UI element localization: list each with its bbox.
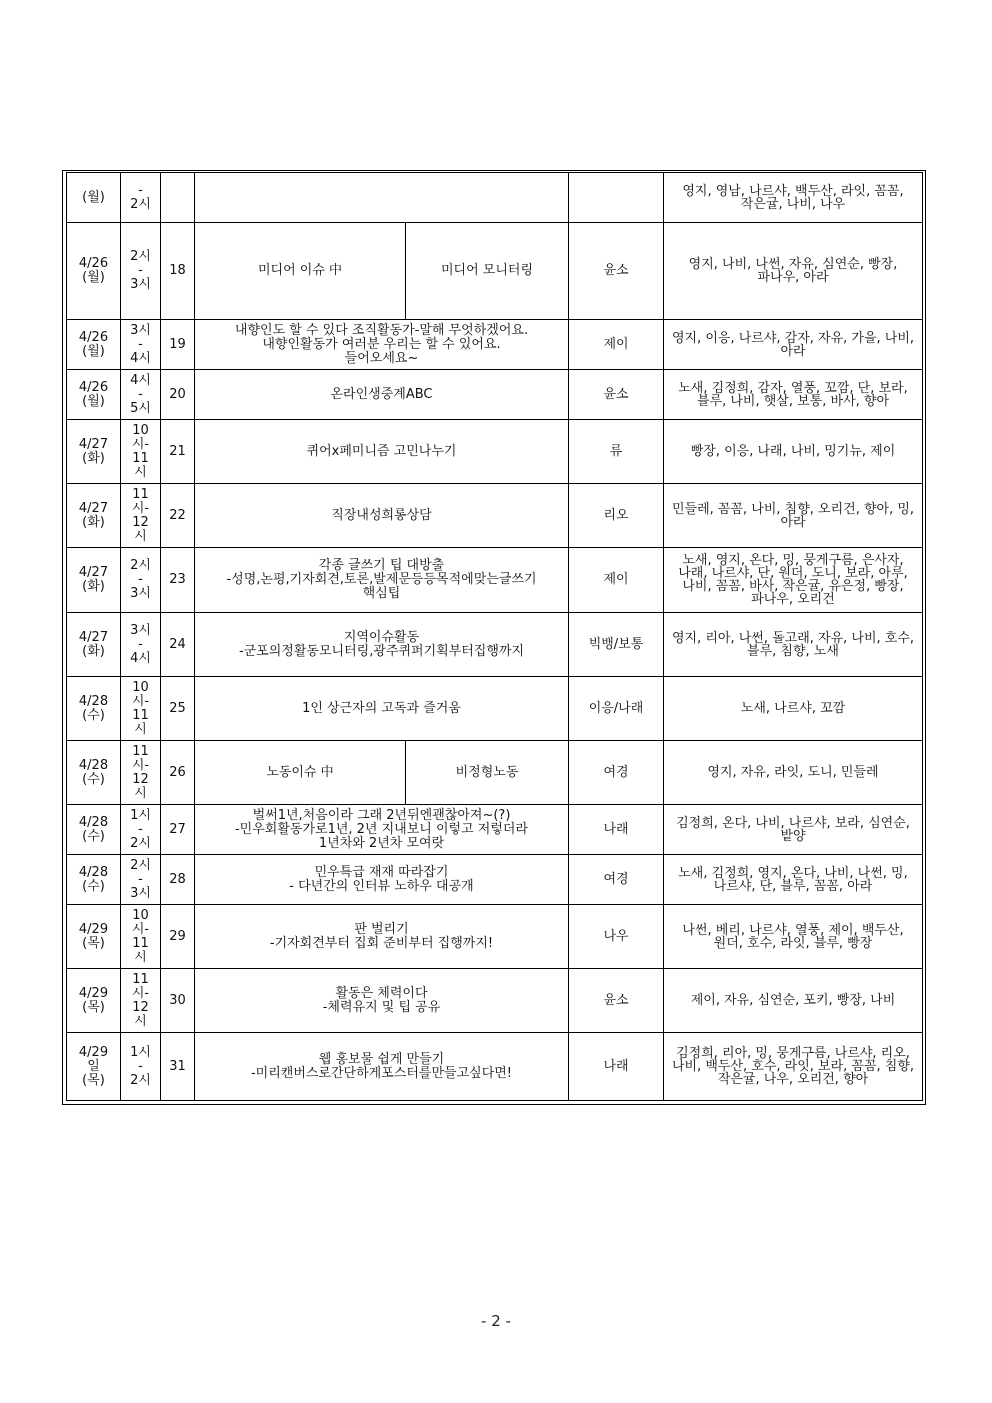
topic-cell [195, 370, 569, 420]
cell-line: 미디어 이슈 中 [257, 263, 343, 278]
cell-line: 시 [134, 464, 147, 480]
date-cell [67, 905, 121, 969]
cell-line: 1시 [130, 1044, 151, 1060]
session-number-cell: 19 [161, 320, 195, 370]
cell-line: 1인 상근자의 고독과 즐거움 [302, 700, 461, 716]
participants-cell: 노새, 김정희, 영지, 온다, 나비, 나썬, 밍, 나르샤, 단, 블루, 꼼꼼, 아라 [664, 855, 923, 905]
time-cell [121, 420, 161, 484]
cell-line: 웹 홍보물 쉽게 만들기 [318, 1051, 445, 1067]
cell-line: 4/29 [78, 985, 109, 1001]
presenter-cell: 윤소 [569, 370, 664, 420]
cell-line: 시- [131, 757, 150, 773]
cell-line: 4/26 [78, 256, 109, 271]
participants-cell: 노새, 영지, 온다, 밍, 뭉게구름, 은사자, 나래, 나르샤, 단, 원더, 도니, 보라, 아루, 나비, 꼼꼼, 바사, 작은귤, 유은정, 빵장, 파나우, 오리건 [664, 548, 923, 613]
cell-line: (수) [82, 828, 105, 844]
cell-line: 판 벌리기 [354, 921, 409, 937]
topic-cell [195, 613, 569, 677]
session-number-cell: 30 [161, 969, 195, 1033]
table-row [67, 223, 923, 320]
session-number-cell: 24 [161, 613, 195, 677]
date-cell [67, 613, 121, 677]
topic-cell [195, 805, 569, 855]
cell-line: 10 [132, 679, 149, 695]
cell-line: 11 [132, 707, 149, 723]
session-number-cell: 18 [161, 223, 195, 320]
presenter-cell: 나래 [569, 1033, 664, 1101]
table-row [67, 484, 923, 548]
time-cell [121, 1033, 161, 1101]
topic-cell [195, 420, 569, 484]
table-row [67, 548, 923, 613]
cell-line: 시- [131, 693, 150, 709]
cell-line: - [138, 263, 143, 278]
presenter-cell: 류 [569, 420, 664, 484]
session-number-cell: 31 [161, 1033, 195, 1101]
presenter-cell: 리오 [569, 484, 664, 548]
table-row [67, 613, 923, 677]
cell-line: -민우회활동가로1년, 2년 지내보니 이렇고 저렇더라 [234, 821, 529, 837]
time-cell [121, 613, 161, 677]
table-row [67, 741, 923, 805]
session-number-cell: 23 [161, 548, 195, 613]
session-number-cell: 28 [161, 855, 195, 905]
date-cell [67, 484, 121, 548]
presenter-cell: 여경 [569, 855, 664, 905]
date-cell [67, 223, 121, 320]
cell-line: (화) [82, 579, 105, 594]
time-cell [121, 969, 161, 1033]
time-cell [121, 370, 161, 420]
cell-line: 시- [131, 500, 150, 516]
cell-line: (월) [82, 343, 105, 359]
cell-line: 2시 [130, 558, 151, 573]
date-cell [67, 855, 121, 905]
topic-cell [195, 484, 569, 548]
cell-line: 11 [132, 450, 149, 466]
table-row [67, 905, 923, 969]
cell-line: 시 [134, 1013, 147, 1029]
time-cell [121, 173, 161, 223]
presenter-cell [569, 173, 664, 223]
participants-cell: 영지, 리아, 나썬, 돌고래, 자유, 나비, 호수, 블루, 침향, 노새 [664, 613, 923, 677]
session-number-cell: 21 [161, 420, 195, 484]
cell-line: 4/28 [78, 757, 109, 773]
cell-line: 4/29 [78, 1044, 109, 1060]
cell-line: -미리캔버스로간단하게포스터를만들고싶다면! [250, 1065, 513, 1081]
date-cell [67, 969, 121, 1033]
cell-line: 4/28 [78, 693, 109, 709]
topic-sub-cell: 비정형노동 [406, 741, 569, 805]
cell-line: 5시 [130, 400, 151, 416]
presenter-cell: 윤소 [569, 969, 664, 1033]
cell-line: - [138, 821, 143, 837]
table-row [67, 969, 923, 1033]
cell-line: 12 [132, 514, 149, 530]
cell-line: (목) [82, 999, 105, 1015]
cell-line: 1시 [130, 807, 151, 823]
participants-cell: 영지, 영남, 나르샤, 백두산, 라잇, 꼼꼼, 작은귤, 나비, 나우 [664, 173, 923, 223]
participants-cell: 노새, 김정희, 감자, 열풍, 꼬깜, 단, 보라, 블루, 나비, 햇살, 보통, 바사, 향아 [664, 370, 923, 420]
time-cell [121, 484, 161, 548]
session-number-cell: 27 [161, 805, 195, 855]
session-number-cell: 29 [161, 905, 195, 969]
date-cell [67, 741, 121, 805]
cell-line: (화) [82, 514, 105, 530]
topic-cell [195, 905, 569, 969]
presenter-cell: 여경 [569, 741, 664, 805]
presenter-cell: 빅뱅/보통 [569, 613, 664, 677]
cell-line: 2시 [130, 835, 151, 851]
cell-line: 4시 [130, 650, 151, 666]
cell-line: 4/27 [78, 565, 109, 580]
cell-line: 민우특급 재재 따라잡기 [314, 864, 449, 880]
cell-line: 활동은 체력이다 [335, 985, 428, 1001]
presenter-cell: 제이 [569, 320, 664, 370]
cell-line: - [138, 182, 143, 198]
schedule-table [66, 172, 923, 1101]
cell-line: 12 [132, 999, 149, 1015]
cell-line: 3시 [130, 622, 151, 638]
cell-line: (화) [82, 643, 105, 659]
cell-line: 11 [132, 743, 149, 759]
session-number-cell: 22 [161, 484, 195, 548]
date-cell [67, 370, 121, 420]
cell-line: 지역이슈활동 [343, 629, 420, 645]
cell-line: 벌써1년,처음이라 그래 2년뒤엔괜찮아져~(?) [252, 807, 511, 823]
cell-line: 4시 [130, 350, 151, 366]
participants-cell: 영지, 나비, 나썬, 자유, 심연순, 빵장, 파나우, 아라 [664, 223, 923, 320]
cell-line: - 다년간의 인터뷰 노하우 대공개 [289, 878, 474, 894]
participants-cell: 제이, 자유, 심연순, 포키, 빵장, 나비 [664, 969, 923, 1033]
cell-line: 내향인도 할 수 있다 조직활동가-말해 무엇하겠어요. [234, 322, 529, 338]
cell-line: 3시 [130, 322, 151, 338]
participants-cell: 김정희, 리아, 밍, 뭉게구름, 나르샤, 리오, 나비, 백두산, 호수, 라잇, 보라, 꼼꼼, 침향, 작은귤, 나우, 오리건, 향아 [664, 1033, 923, 1101]
cell-line: 시 [134, 785, 147, 801]
date-cell [67, 548, 121, 613]
cell-line: 시- [131, 921, 150, 937]
cell-line: 노동이슈 中 [266, 764, 334, 780]
cell-line: 2시 [130, 1072, 151, 1088]
participants-cell: 영지, 이응, 나르샤, 감자, 자유, 가을, 나비, 아라 [664, 320, 923, 370]
cell-line: -군포의정활동모니터링,광주퀴퍼기획부터집행까지 [238, 643, 525, 659]
presenter-cell: 제이 [569, 548, 664, 613]
cell-line: 12 [132, 771, 149, 787]
topic-cell [195, 677, 569, 741]
cell-line: 시 [134, 949, 147, 965]
cell-line: - [138, 572, 143, 587]
cell-line: 4/29 [78, 921, 109, 937]
session-number-cell [161, 173, 195, 223]
cell-line: 일 [87, 1058, 100, 1074]
cell-line: 시- [131, 985, 150, 1001]
page-number: - 2 - [481, 1312, 511, 1330]
presenter-cell: 나우 [569, 905, 664, 969]
cell-line: 온라인생중계ABC [330, 386, 433, 402]
session-number-cell: 20 [161, 370, 195, 420]
time-cell [121, 548, 161, 613]
time-cell [121, 741, 161, 805]
cell-line: (월) [82, 270, 105, 285]
table-row [67, 370, 923, 420]
participants-cell: 나썬, 베리, 나르샤, 열풍, 제이, 백두산, 원더, 호수, 라잇, 블루, 빵장 [664, 905, 923, 969]
session-number-cell: 26 [161, 741, 195, 805]
cell-line: 4/26 [78, 329, 109, 345]
cell-line: - [138, 636, 143, 652]
cell-line: 1년차와 2년차 모여랏 [318, 835, 445, 851]
cell-line: 시 [134, 721, 147, 737]
cell-line: (수) [82, 878, 105, 894]
cell-line: 4/27 [78, 436, 109, 452]
cell-line: 직장내성희롱상담 [331, 507, 432, 523]
cell-line: 4/28 [78, 864, 109, 880]
participants-cell: 김정희, 온다, 나비, 나르샤, 보라, 심연순, 밭양 [664, 805, 923, 855]
table-row [67, 855, 923, 905]
date-cell [67, 677, 121, 741]
time-cell [121, 805, 161, 855]
cell-line: 3시 [130, 586, 151, 601]
date-cell [67, 1033, 121, 1101]
table-row [67, 677, 923, 741]
participants-cell: 노새, 나르샤, 꼬깜 [664, 677, 923, 741]
session-number-cell: 25 [161, 677, 195, 741]
participants-cell: 영지, 자유, 라잇, 도니, 민들레 [664, 741, 923, 805]
participants-cell: 민들레, 꼼꼼, 나비, 침향, 오리건, 향아, 밍, 아라 [664, 484, 923, 548]
table-row [67, 320, 923, 370]
time-cell [121, 320, 161, 370]
cell-line: (목) [82, 1072, 105, 1088]
cell-line: (월) [82, 393, 105, 409]
cell-line: - [138, 1058, 143, 1074]
cell-line: 3시 [130, 277, 151, 292]
cell-line: 퀴어x페미니즘 고민나누기 [306, 443, 457, 459]
topic-cell [195, 223, 406, 320]
presenter-cell: 나래 [569, 805, 664, 855]
cell-line: - [138, 386, 143, 402]
table-row [67, 173, 923, 223]
cell-line: 4/27 [78, 500, 109, 516]
cell-line: -체력유지 및 팁 공유 [322, 999, 441, 1015]
topic-cell [195, 969, 569, 1033]
cell-line: (목) [82, 935, 105, 951]
presenter-cell: 윤소 [569, 223, 664, 320]
time-cell [121, 223, 161, 320]
time-cell [121, 855, 161, 905]
cell-line: 11 [132, 971, 149, 987]
date-cell [67, 420, 121, 484]
cell-line: - [138, 336, 143, 352]
table-row [67, 1033, 923, 1101]
cell-line: 4/26 [78, 379, 109, 395]
participants-cell: 빵장, 이응, 나래, 나비, 밍기뉴, 제이 [664, 420, 923, 484]
cell-line: 11 [132, 486, 149, 502]
cell-line: 시- [131, 436, 150, 452]
cell-line: 2시 [130, 249, 151, 264]
time-cell [121, 677, 161, 741]
cell-line: 11 [132, 935, 149, 951]
cell-line: 3시 [130, 885, 151, 901]
cell-line: -기자회견부터 집회 준비부터 집행까지! [269, 935, 494, 951]
cell-line: 4/27 [78, 629, 109, 645]
cell-line: 들어오세요~ [344, 350, 419, 366]
topic-cell [195, 1033, 569, 1101]
cell-line: 핵심팁 [362, 586, 401, 601]
topic-cell [195, 741, 406, 805]
topic-cell [195, 548, 569, 613]
cell-line: 4/28 [78, 814, 109, 830]
table-row [67, 805, 923, 855]
topic-cell [195, 320, 569, 370]
topic-cell [195, 855, 569, 905]
cell-line: 2시 [130, 196, 151, 212]
date-cell [67, 805, 121, 855]
cell-line: 10 [132, 422, 149, 438]
presenter-cell: 이응/나래 [569, 677, 664, 741]
cell-line: 각종 글쓰기 팁 대방출 [318, 558, 445, 573]
cell-line: 2시 [130, 857, 151, 873]
cell-line: 10 [132, 907, 149, 923]
cell-line: 시 [134, 528, 147, 544]
topic-cell [195, 173, 569, 223]
cell-line: (수) [82, 707, 105, 723]
cell-line: (수) [82, 771, 105, 787]
date-cell [67, 173, 121, 223]
cell-line: -성명,논평,기자회견,토론,발제문등등목적에맞는글쓰기 [226, 572, 537, 587]
cell-line: (화) [82, 450, 105, 466]
cell-line: 내향인활동가 여러분 우리는 할 수 있어요. [262, 336, 501, 352]
cell-line: - [138, 871, 143, 887]
cell-line: 4시 [130, 372, 151, 388]
topic-sub-cell: 미디어 모니터링 [406, 223, 569, 320]
date-cell [67, 320, 121, 370]
cell-line: (월) [82, 189, 105, 205]
time-cell [121, 905, 161, 969]
table-row [67, 420, 923, 484]
